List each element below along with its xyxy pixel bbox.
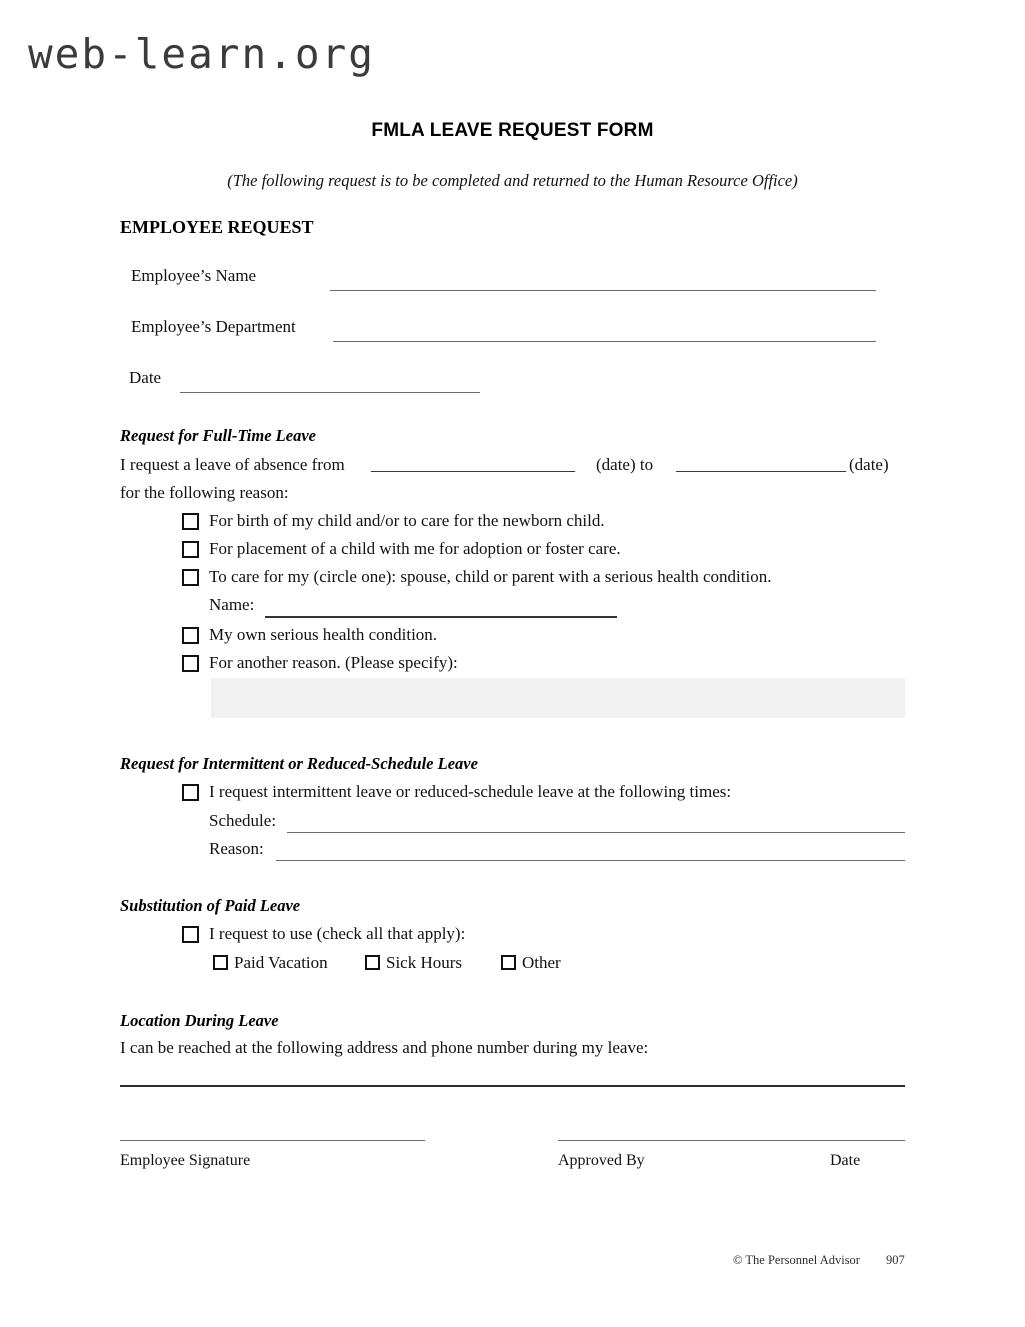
page-subtitle: (The following request is to be completed and returned to the Human Resource Office): [227, 171, 798, 190]
site-watermark: web-learn.org: [28, 30, 375, 78]
field-leave-to-date[interactable]: ____________________: [676, 455, 846, 474]
section-heading-location: Location During Leave: [120, 1011, 279, 1030]
page-title: FMLA LEAVE REQUEST FORM: [371, 120, 654, 141]
label-approval-date: Date: [830, 1152, 861, 1169]
section-heading-employee-request: EMPLOYEE REQUEST: [120, 217, 314, 237]
checkbox-another-reason[interactable]: [182, 655, 199, 672]
field-schedule[interactable]: [287, 832, 905, 833]
label-date: Date: [129, 368, 162, 387]
checkbox-own-health-condition[interactable]: [182, 627, 199, 644]
checkbox-paid-vacation[interactable]: [213, 955, 228, 970]
label-placement-of-child: For placement of a child with me for adoption or foster care.: [209, 539, 621, 558]
label-employee-department: Employee’s Department: [131, 317, 296, 336]
field-family-member-name[interactable]: [265, 616, 617, 618]
label-intermittent-leave: I request intermittent leave or reduced-schedule leave at the following times:: [209, 782, 732, 801]
full-time-leave-line1-mid2: (date): [849, 455, 889, 474]
section-heading-substitution: Substitution of Paid Leave: [120, 896, 301, 915]
checkbox-intermittent-leave[interactable]: [182, 784, 199, 801]
label-sick-hours: Sick Hours: [386, 953, 463, 972]
label-family-member-name: Name:: [209, 595, 255, 614]
full-time-leave-line1-prefix: I request a leave of absence from: [120, 455, 345, 474]
label-care-for-family-member: To care for my (circle one): spouse, child or parent with a serious health condition.: [209, 567, 772, 586]
checkbox-birth-of-child[interactable]: [182, 513, 199, 530]
section-heading-intermittent-leave: Request for Intermittent or Reduced-Schedule Leave: [120, 754, 478, 773]
checkbox-request-to-use[interactable]: [182, 926, 199, 943]
label-employee-signature: Employee Signature: [120, 1152, 251, 1169]
label-intermittent-reason: Reason:: [209, 839, 264, 858]
field-leave-from-date[interactable]: ________________________: [371, 455, 575, 474]
field-employee-department[interactable]: [333, 341, 876, 342]
section-heading-full-time-leave: Request for Full-Time Leave: [120, 426, 316, 445]
label-employee-name: Employee’s Name: [131, 266, 257, 285]
label-schedule: Schedule:: [209, 811, 277, 830]
label-own-health-condition: My own serious health condition.: [209, 625, 438, 644]
footer-code: 907: [886, 1253, 905, 1267]
label-other: Other: [522, 953, 561, 972]
field-intermittent-reason[interactable]: [276, 860, 905, 861]
field-date[interactable]: [180, 392, 480, 393]
field-employee-signature[interactable]: [120, 1140, 425, 1141]
label-another-reason: For another reason. (Please specify):: [209, 653, 458, 672]
footer-copyright: © The Personnel Advisor: [733, 1253, 860, 1267]
field-location-address[interactable]: [120, 1085, 905, 1087]
checkbox-care-for-family-member[interactable]: [182, 569, 199, 586]
field-approved-by[interactable]: [558, 1140, 905, 1141]
checkbox-sick-hours[interactable]: [365, 955, 380, 970]
field-employee-name[interactable]: [330, 290, 876, 291]
field-another-reason-text[interactable]: [211, 678, 905, 718]
checkbox-placement-of-child[interactable]: [182, 541, 199, 558]
full-time-leave-line2: for the following reason:: [120, 483, 289, 502]
label-birth-of-child: For birth of my child and/or to care for the newborn child.: [209, 511, 605, 530]
location-instruction-text: I can be reached at the following address and phone number during my leave:: [120, 1038, 649, 1057]
full-time-leave-line1-mid1: (date) to: [596, 455, 654, 474]
checkbox-other[interactable]: [501, 955, 516, 970]
label-paid-vacation: Paid Vacation: [234, 953, 328, 972]
label-request-to-use: I request to use (check all that apply):: [209, 924, 466, 943]
label-approved-by: Approved By: [558, 1152, 645, 1169]
